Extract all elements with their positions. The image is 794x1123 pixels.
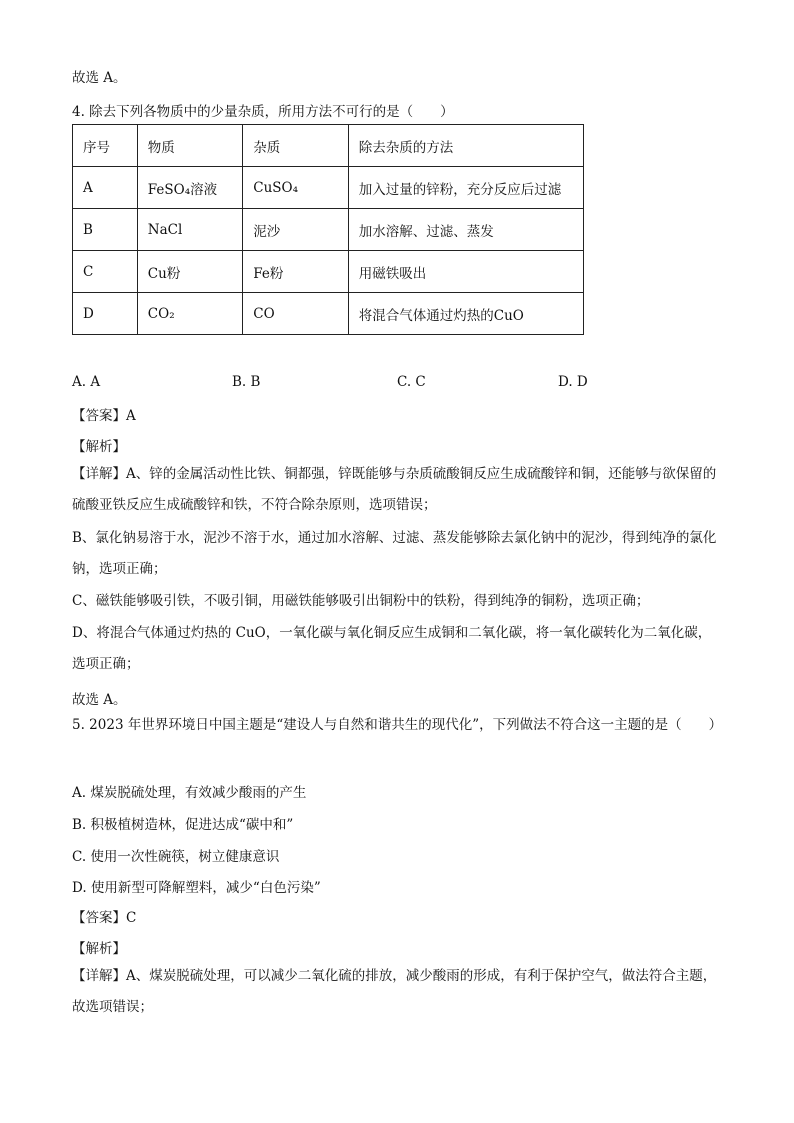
question-5-option-d: D. 使用新型可降解塑料，减少“白色污染”	[72, 880, 321, 896]
question-5-option-b: B. 积极植树造林，促进达成“碳中和”	[72, 817, 294, 833]
table-row	[73, 293, 584, 335]
question-4-detail-b: B、氯化钠易溶于水，泥沙不溶于水，通过加水溶解、过滤、蒸发能够除去氯化钠中的泥沙，得到纯净的氯化钠，选项正确；	[72, 530, 717, 577]
row-id: A	[73, 167, 138, 209]
question-4-detail-a: 【详解】A、锌的金属活动性比铁、铜都强，锌既能够与杂质硫酸铜反应生成硫酸锌和铜，还能够与欲保留的硫酸亚铁反应生成硫酸锌和铁，不符合除杂原则，选项错误；	[72, 466, 717, 513]
row-method: 加入过量的锌粉，充分反应后过滤	[348, 167, 583, 209]
question-4-stem: 4. 除去下列各物质中的少量杂质，所用方法不可行的是（ ）	[72, 104, 454, 120]
question-5-analysis-label: 【解析】	[72, 941, 126, 957]
row-id: D	[73, 293, 138, 335]
header-cell: 除去杂质的方法	[348, 125, 583, 167]
row-impurity: Fe粉	[243, 251, 349, 293]
question-4-detail-d: D、将混合气体通过灼热的 CuO，一氧化碳与氧化铜反应生成铜和二氧化碳，将一氧化碳转化为二氧化碳，选项正确；	[72, 625, 712, 672]
option-c: C. C	[397, 374, 426, 390]
header-cell: 杂质	[243, 125, 349, 167]
previous-conclusion: 故选 A。	[72, 70, 127, 86]
table-row	[73, 251, 584, 293]
row-method: 用磁铁吸出	[348, 251, 583, 293]
table-row	[73, 167, 584, 209]
question-5-detail-a: 【详解】A、煤炭脱硫处理，可以减少二氧化硫的排放，减少酸雨的形成，有利于保护空气，做法符合主题，故选项错误；	[72, 968, 717, 1015]
row-id: C	[73, 251, 138, 293]
option-d: D. D	[558, 374, 588, 390]
row-substance: Cu粉	[137, 251, 242, 293]
question-5-stem: 5. 2023 年世界环境日中国主题是“建设人与自然和谐共生的现代化”，下列做法不符合这一主题的是（ ）	[72, 717, 723, 733]
question-5-option-c: C. 使用一次性碗筷，树立健康意识	[72, 849, 280, 865]
row-substance: CO₂	[137, 293, 242, 335]
table-header-row	[73, 125, 584, 167]
row-impurity: CuSO₄	[243, 167, 349, 209]
question-4-analysis-label: 【解析】	[72, 439, 126, 455]
header-cell: 序号	[73, 125, 138, 167]
row-method: 将混合气体通过灼热的CuO	[348, 293, 583, 335]
row-substance: NaCl	[137, 209, 242, 251]
row-method: 加水溶解、过滤、蒸发	[348, 209, 583, 251]
question-5-answer: 【答案】C	[72, 910, 137, 926]
row-id: B	[73, 209, 138, 251]
option-a: A. A	[72, 374, 101, 390]
header-cell: 物质	[137, 125, 242, 167]
question-4-answer: 【答案】A	[72, 408, 136, 424]
row-substance: FeSO₄溶液	[137, 167, 242, 209]
question-5-option-a: A. 煤炭脱硫处理，有效减少酸雨的产生	[72, 785, 307, 801]
question-4-conclusion: 故选 A。	[72, 692, 127, 708]
table-row	[73, 209, 584, 251]
question-4-table	[72, 124, 584, 335]
question-4-detail-c: C、磁铁能够吸引铁，不吸引铜，用磁铁能够吸引出铜粉中的铁粉，得到纯净的铜粉，选项正确；	[72, 593, 650, 609]
option-b: B. B	[232, 374, 261, 390]
row-impurity: CO	[243, 293, 349, 335]
row-impurity: 泥沙	[243, 209, 349, 251]
